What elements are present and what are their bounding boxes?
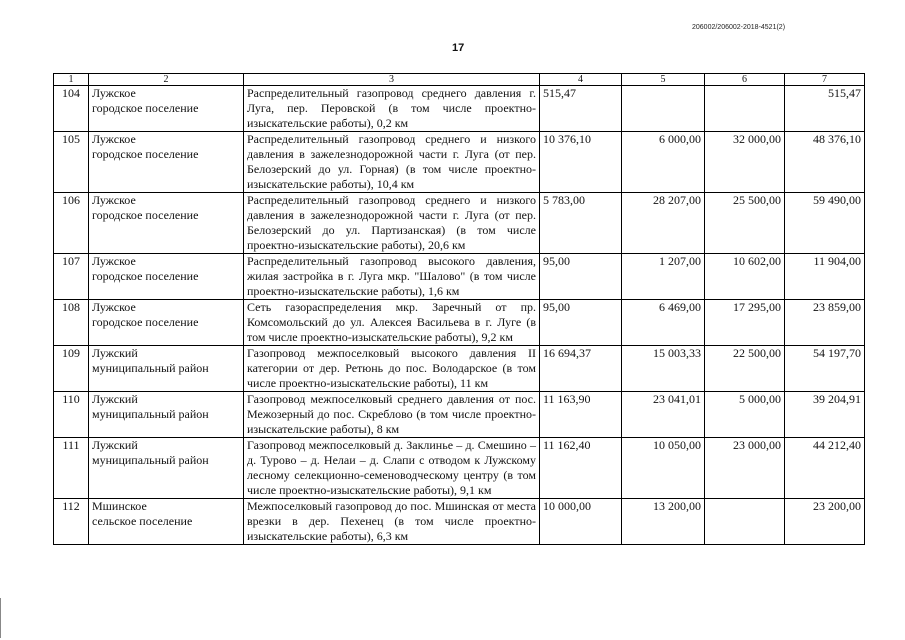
table-row (54, 132, 865, 193)
organization-line: муниципальный район (92, 453, 209, 467)
value-col-4: 11 163,90 (540, 392, 622, 438)
value-col-4: 11 162,40 (540, 438, 622, 499)
value-col-4: 515,47 (540, 86, 622, 132)
value-col-5: 6 469,00 (622, 300, 705, 346)
value-col-6: 5 000,00 (705, 392, 785, 438)
organization-cell (89, 346, 244, 392)
organization-line: городское поселение (92, 208, 199, 222)
row-number: 106 (54, 193, 89, 254)
value-col-5: 23 041,01 (622, 392, 705, 438)
value-col-7: 23 200,00 (785, 499, 865, 545)
value-col-6: 10 602,00 (705, 254, 785, 300)
value-col-4: 16 694,37 (540, 346, 622, 392)
value-col-7: 54 197,70 (785, 346, 865, 392)
value-col-4: 10 000,00 (540, 499, 622, 545)
value-col-6: 17 295,00 (705, 300, 785, 346)
column-number: 7 (785, 74, 865, 86)
organization-line: городское поселение (92, 147, 199, 161)
value-col-7: 59 490,00 (785, 193, 865, 254)
value-col-6: 22 500,00 (705, 346, 785, 392)
value-col-6: 25 500,00 (705, 193, 785, 254)
value-col-4: 10 376,10 (540, 132, 622, 193)
organization-line: Мшинское (92, 499, 147, 513)
organization-line: сельское поселение (92, 514, 193, 528)
value-col-5: 15 003,33 (622, 346, 705, 392)
column-number-row (54, 74, 865, 86)
value-col-4: 5 783,00 (540, 193, 622, 254)
table-row (54, 499, 865, 545)
organization-line: Лужское (92, 86, 136, 100)
object-description: Распределительный газопровод среднего давления г. Луга, пер. Перовской (в том числе проектно-изыскательские работы), 0,2 км (244, 86, 540, 132)
value-col-5: 6 000,00 (622, 132, 705, 193)
table-row (54, 193, 865, 254)
organization-line: Лужский (92, 346, 138, 360)
table-row (54, 392, 865, 438)
organization-cell (89, 499, 244, 545)
value-col-6 (705, 86, 785, 132)
table-row (54, 346, 865, 392)
row-number: 109 (54, 346, 89, 392)
organization-cell (89, 193, 244, 254)
object-description: Распределительный газопровод высокого давления, жилая застройка в г. Луга мкр. "Шалово" (в том числе проектно-изыскательские работы), 1,6 км (244, 254, 540, 300)
page-number: 17 (452, 42, 465, 54)
row-number: 104 (54, 86, 89, 132)
row-number: 108 (54, 300, 89, 346)
value-col-4: 95,00 (540, 300, 622, 346)
value-col-7: 23 859,00 (785, 300, 865, 346)
organization-line: Лужский (92, 438, 138, 452)
value-col-7: 515,47 (785, 86, 865, 132)
organization-line: муниципальный район (92, 407, 209, 421)
organization-line: городское поселение (92, 101, 199, 115)
organization-line: Лужское (92, 300, 136, 314)
value-col-6: 32 000,00 (705, 132, 785, 193)
organization-cell (89, 132, 244, 193)
row-number: 110 (54, 392, 89, 438)
value-col-7: 48 376,10 (785, 132, 865, 193)
organization-cell (89, 392, 244, 438)
row-number: 105 (54, 132, 89, 193)
row-number: 112 (54, 499, 89, 545)
value-col-5: 28 207,00 (622, 193, 705, 254)
value-col-6 (705, 499, 785, 545)
budget-table (53, 73, 865, 545)
document-id: 206002/206002-2018-4521(2) (692, 24, 786, 31)
object-description: Газопровод межпоселковый д. Заклинье – д. Смешино – д. Турово – д. Нелаи – д. Слапи с отводом к Лужскому лесному селекционно-семеноводческому центру (в том числе проектно-изыскательские работы), 9,1 км (244, 438, 540, 499)
organization-cell (89, 86, 244, 132)
table-row (54, 254, 865, 300)
column-number: 5 (622, 74, 705, 86)
organization-line: муниципальный район (92, 361, 209, 375)
column-number: 3 (244, 74, 540, 86)
organization-line: Лужское (92, 254, 136, 268)
value-col-5 (622, 86, 705, 132)
value-col-7: 39 204,91 (785, 392, 865, 438)
value-col-4: 95,00 (540, 254, 622, 300)
organization-line: Лужское (92, 193, 136, 207)
value-col-7: 11 904,00 (785, 254, 865, 300)
column-number: 1 (54, 74, 89, 86)
object-description: Газопровод межпоселковый высокого давления II категории от дер. Ретюнь до пос. Володарское (в том числе проектно-изыскательские работы), 11 км (244, 346, 540, 392)
column-number: 4 (540, 74, 622, 86)
object-description: Распределительный газопровод среднего и низкого давления в зажелезнодорожной части г. Луга (от пер. Белозерский до ул. Партизанская) (в том числе проектно-изыскательские работы), 20,6 км (244, 193, 540, 254)
object-description: Сеть газораспределения мкр. Заречный от пр. Комсомольский до ул. Алексея Васильева в г. Луге (в том числе проектно-изыскательские работы), 9,2 км (244, 300, 540, 346)
table-row (54, 86, 865, 132)
value-col-6: 23 000,00 (705, 438, 785, 499)
object-description: Межпоселковый газопровод до пос. Мшинская от места врезки в дер. Пехенец (в том числе проектно-изыскательские работы), 6,3 км (244, 499, 540, 545)
scan-edge-mark (0, 598, 7, 638)
value-col-5: 13 200,00 (622, 499, 705, 545)
column-number: 6 (705, 74, 785, 86)
row-number: 111 (54, 438, 89, 499)
organization-line: Лужский (92, 392, 138, 406)
row-number: 107 (54, 254, 89, 300)
table-row (54, 300, 865, 346)
organization-line: Лужское (92, 132, 136, 146)
object-description: Распределительный газопровод среднего и низкого давления в зажелезнодорожной части г. Луга (от пер. Белозерский до ул. Горная) (в том числе проектно-изыскательские работы), 10,4 км (244, 132, 540, 193)
organization-cell (89, 254, 244, 300)
organization-line: городское поселение (92, 315, 199, 329)
table-row (54, 438, 865, 499)
value-col-7: 44 212,40 (785, 438, 865, 499)
table-body (54, 86, 865, 545)
column-number: 2 (89, 74, 244, 86)
value-col-5: 1 207,00 (622, 254, 705, 300)
value-col-5: 10 050,00 (622, 438, 705, 499)
organization-cell (89, 300, 244, 346)
organization-cell (89, 438, 244, 499)
object-description: Газопровод межпоселковый среднего давления от пос. Межозерный до пос. Скреблово (в том числе проектно-изыскательские работы), 8 км (244, 392, 540, 438)
organization-line: городское поселение (92, 269, 199, 283)
